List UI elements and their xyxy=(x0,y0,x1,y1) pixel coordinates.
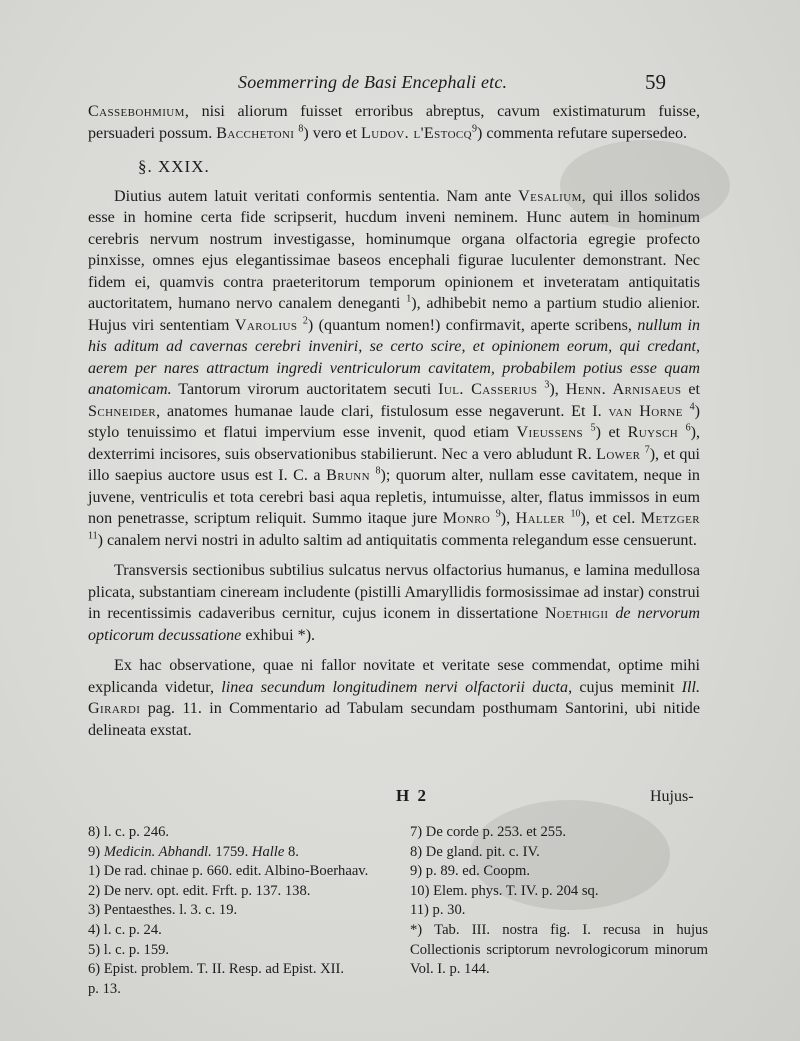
footnote: 4) l. c. p. 24. xyxy=(88,921,162,938)
footnote: 8) l. c. p. 246. xyxy=(88,824,170,840)
footnote: 9) Medicin. Abhandl. 1759. Halle 8. xyxy=(88,843,299,860)
catchword: Hujus- xyxy=(650,788,694,805)
paragraph: Diutius autem latuit veritati conformis sententia. Nam ante Vesalium, qui illos solidos esse in homine certa fide scripserit, hucdum inveni neminem. Hunc autem in hominum cerebris nervum nostrum investigasse, hominumque organa olfactoria egregie profecto pinxisse, omnes ejus elegantissimae baseos encephali figurae luculenter demonstrant. Nec fidem ei, quamvis contra praeteritorum temporum opinionem et inveteratam antiquitatis auctoritatem, humano nervo canalem deneganti $^1$), adhibebit nemo a partium studio alienior. Hujus viri sententiam Varolius $^2$) (quantum nomen!) confirmavit, aperte scribens, nullum in his aditum ad cavernas cerebri inveniri, se certo scire, et opinionem eorum, qui credant, aerem per nares attractum ingredi ventriculorum cavitatem, probabilem potius esse quam anatomicam. Tantorum virorum auctoritatem secuti Iul. Casserius $^3$), Henn. Arnisaeus et Schneider, anatomes humanae laude clari, fistulosum esse negaverunt. Et I. van Horne $^4$) stylo tenuissimo et flatui impervium esse invenit, quod etiam Vieussens $^5$) et Ruysch $^6$), dexterrimi incisores, suis observationibus stabilierunt. Nec a vero abludunt R. Lower $^7$), et qui illo saepius auctore usus est I. C. a Brunn $^8$); quorum alter, nullam esse cavitatem, neque in juvene, ventriculis et tota cerebri basi aqua repletis, intumuisse, alter, flatus immissos in eum non penetrasse, scriptum reliquit. Summo itaque jure Monro $^9$), Haller $^{10}$), et cel. Metzger $^{11}$) canalem nervi nostri in adulto saltim ad antiquitatis commenta relegandum esse censuerunt. xyxy=(88,187,701,549)
footnote: 3) Pentaesthes. l. 3. c. 19. xyxy=(88,902,238,919)
footnote: 10) Elem. phys. T. IV. p. 204 sq. xyxy=(410,882,599,899)
footnote: 8) De gland. pit. c. IV. xyxy=(410,843,540,860)
footnote: 5) l. c. p. 159. xyxy=(88,941,170,958)
footnote: 9) p. 89. ed. Coopm. xyxy=(410,863,530,880)
signature-mark: H 2 xyxy=(396,786,428,805)
footnote: *) Tab. III. nostra fig. I. recusa in hujus Collectionis scriptorum nevrologicorum minorum Vol. I. p. 144. xyxy=(410,921,708,978)
paragraph: Cassebohmium, nisi aliorum fuisset erroribus abreptus, cavum existimaturum fuisse, persuaderi possum. Bacchetoni $^8$) vero et Ludov. l'Estocq$^9$) commenta refutare supersedeo. xyxy=(88,103,700,142)
running-title: Soemmerring de Basi Encephali etc. xyxy=(238,72,508,92)
footnote: 11) p. 30. xyxy=(410,902,466,919)
footnote: 2) De nerv. opt. edit. Frft. p. 137. 138. xyxy=(88,882,311,899)
page-header xyxy=(0,70,800,96)
footnote: 1) De rad. chinae p. 660. edit. Albino-Boerhaav. xyxy=(88,863,369,880)
signature-line xyxy=(0,786,800,810)
paragraph: Ex hac observatione, quae ni fallor novitate et veritate sese commendat, optime mihi explicanda videtur, linea secundum longitudinem nervi olfactorii ducta, cujus meminit Ill. Girardi pag. 11. in Commentario ad Tabulam secundam posthumam Santorini, ubi nitide delineata exstat. xyxy=(88,657,700,739)
footnote: 6) Epist. problem. T. II. Resp. ad Epist. XII. xyxy=(88,961,345,978)
footnote: 7) De corde p. 253. et 255. xyxy=(410,824,567,840)
page-number: 59 xyxy=(645,70,666,94)
footnote-continuation: p. 13. xyxy=(88,980,121,997)
footnotes-right-column xyxy=(410,823,708,980)
main-text xyxy=(88,101,700,741)
section-heading: §. XXIX. xyxy=(138,157,210,176)
footnotes-left-column xyxy=(88,823,388,999)
paragraph: Transversis sectionibus subtilius sulcatus nervus olfactorius humanus, e lamina medullosa plicata, substantiam cineream includente (pistilli Amaryllidis formosissimae ad instar) construi in recentissimis cadaveribus cernitur, cujus iconem in dissertatione Noethigii de nervorum opticorum decussatione exhibui *). xyxy=(88,562,700,644)
